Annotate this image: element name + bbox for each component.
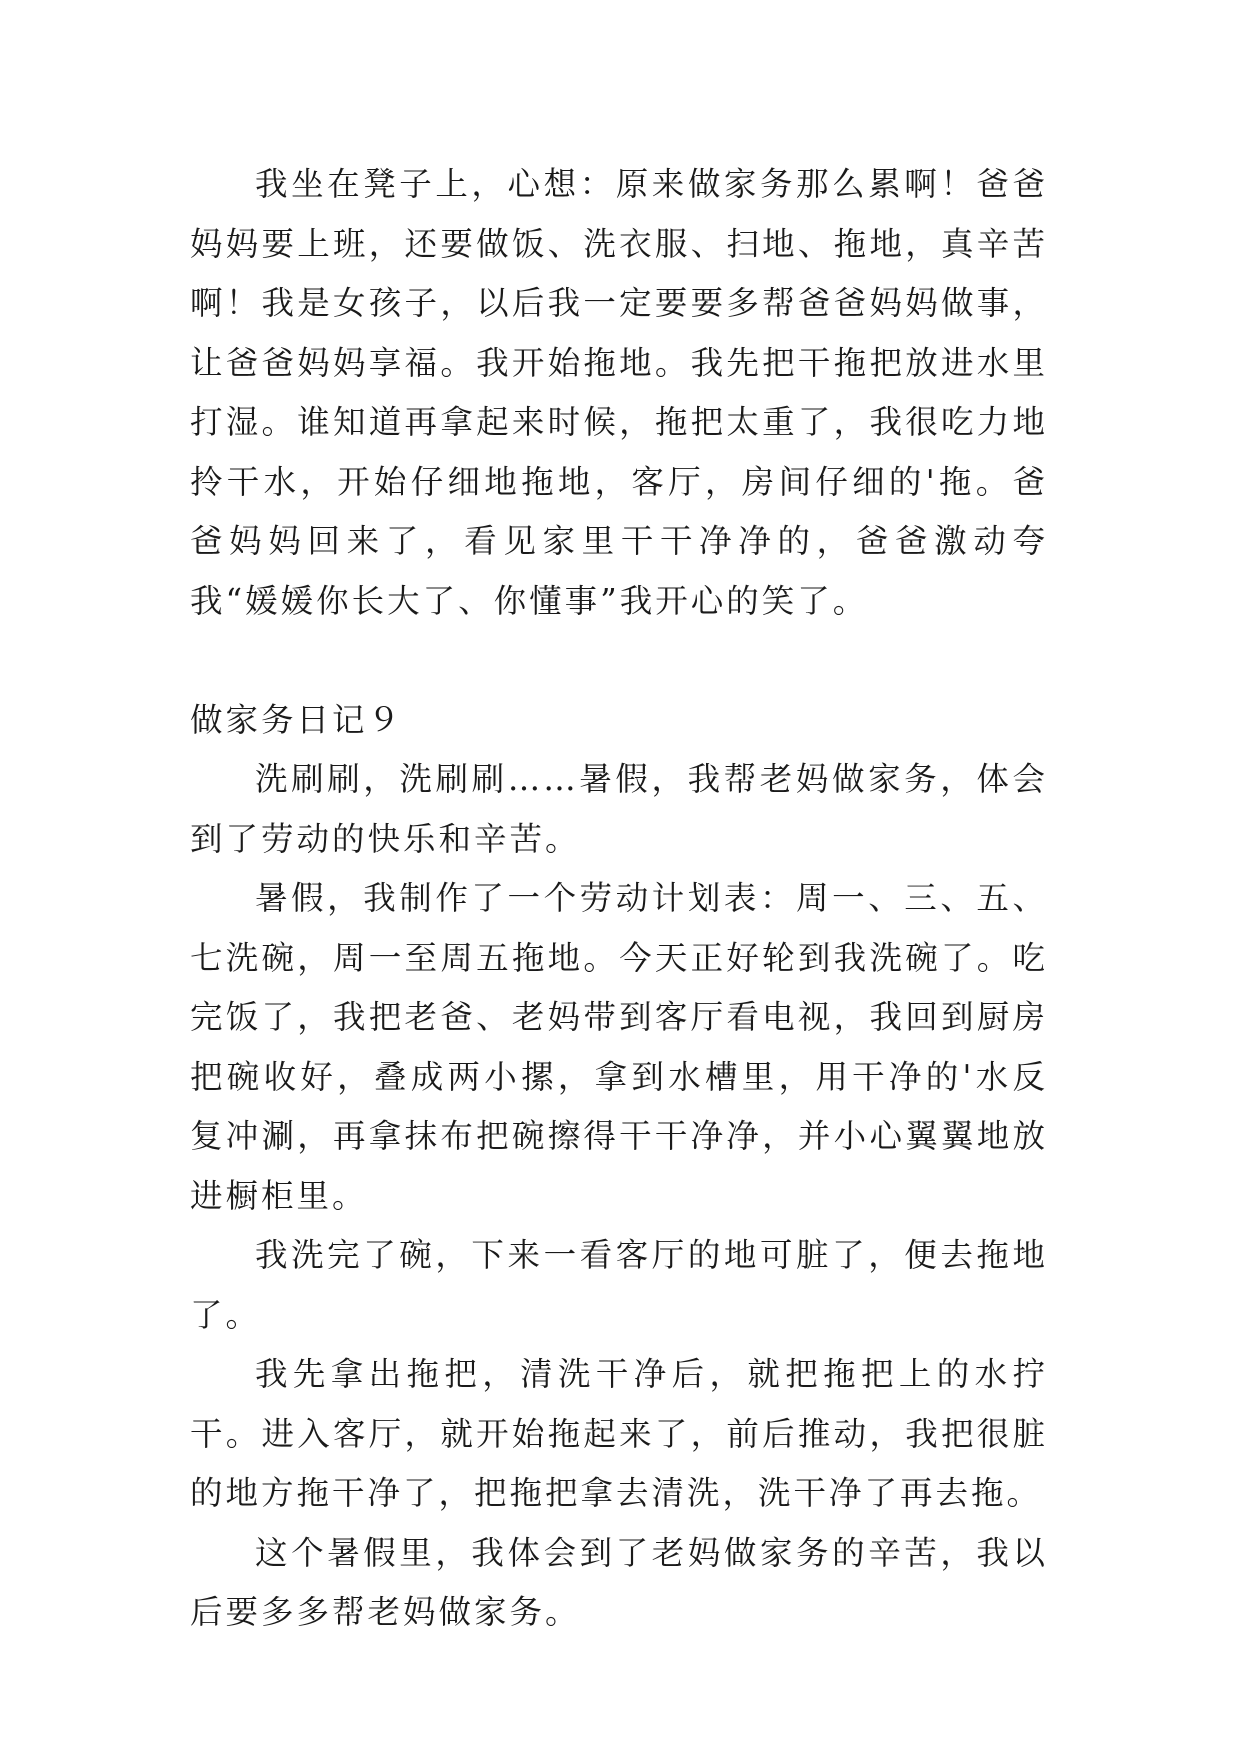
paragraph-6: 这个暑假里，我体会到了老妈做家务的辛苦，我以后要多多帮老妈做家务。	[190, 1533, 1048, 1631]
section-heading: 做家务日记９	[190, 700, 404, 739]
document-body	[190, 155, 1048, 1643]
paragraph-gap	[190, 631, 1048, 691]
paragraph-1: 我坐在凳子上，心想：原来做家务那么累啊！爸爸妈妈要上班，还要做饭、洗衣服、扫地、拖地，真辛苦啊！我是女孩子，以后我一定要要多帮爸爸妈妈做事，让爸爸妈妈享福。我开始拖地。我先把干拖把放进水里打湿。谁知道再拿起来时候，拖把太重了，我很吃力地拎干水，开始仔细地拖地，客厅，房间仔细的'拖。爸爸妈妈回来了，看见家里干干净净的，爸爸激动夸我“媛媛你长大了、你懂事”我开心的笑了。	[190, 165, 1048, 620]
paragraph-4: 我洗完了碗，下来一看客厅的地可脏了，便去拖地了。	[190, 1236, 1048, 1334]
paragraph-2: 洗刷刷，洗刷刷……暑假，我帮老妈做家务，体会到了劳动的快乐和辛苦。	[190, 760, 1048, 858]
paragraph-3: 暑假，我制作了一个劳动计划表：周一、三、五、七洗碗，周一至周五拖地。今天正好轮到我洗碗了。吃完饭了，我把老爸、老妈带到客厅看电视，我回到厨房把碗收好，叠成两小摞，拿到水槽里，用干净的'水反复冲涮，再拿抹布把碗擦得干干净净，并小心翼翼地放进橱柜里。	[190, 879, 1048, 1215]
paragraph-5: 我先拿出拖把，清洗干净后，就把拖把上的水拧干。进入客厅，就开始拖起来了，前后推动，我把很脏的地方拖干净了，把拖把拿去清洗，洗干净了再去拖。	[190, 1355, 1048, 1512]
